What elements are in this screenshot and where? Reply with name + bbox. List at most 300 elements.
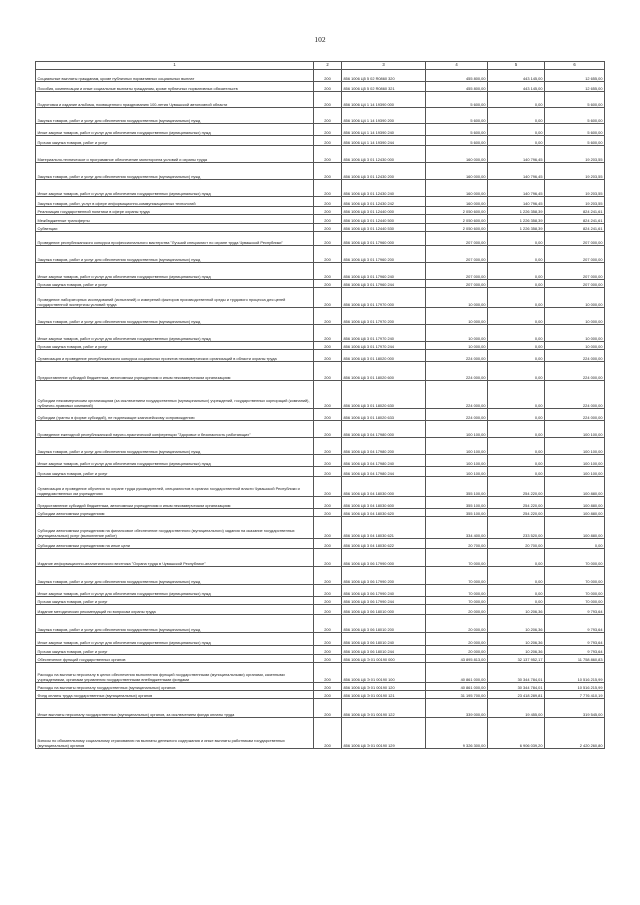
row-unexecuted-amount-cell: 19 203,55 xyxy=(545,163,605,180)
table-row xyxy=(36,280,605,288)
row-admin-code-cell: 200 xyxy=(314,263,342,280)
row-admin-code-cell: 200 xyxy=(314,477,342,497)
table-row xyxy=(36,325,605,342)
row-classification-code-cell: 856 1006 Ц6 3 01 17970 200 xyxy=(342,308,426,325)
row-unexecuted-amount-cell: 19 203,55 xyxy=(545,197,605,207)
row-admin-code-cell: 200 xyxy=(314,232,342,246)
row-name-cell: Закупка товаров, работ и услуг для обеспечения государственных (муниципальных) нужд xyxy=(36,308,314,325)
row-approved-amount-cell: 355 100,00 xyxy=(426,497,488,509)
row-classification-code-cell: 856 1006 Ц6 3 01 18020 000 xyxy=(342,350,426,362)
column-header: 3 xyxy=(342,62,426,70)
row-admin-code-cell: 200 xyxy=(314,180,342,197)
row-admin-code-cell: 200 xyxy=(314,197,342,207)
row-classification-code-cell: 856 1006 Ц6 3 01 17970 244 xyxy=(342,342,426,350)
table-row xyxy=(36,597,605,605)
table-row xyxy=(36,655,605,663)
table-row xyxy=(36,146,605,163)
table-row xyxy=(36,497,605,509)
table-row xyxy=(36,381,605,409)
row-admin-code-cell: 200 xyxy=(314,362,342,381)
row-unexecuted-amount-cell: 10 000,00 xyxy=(545,325,605,342)
row-executed-amount-cell: 233 520,00 xyxy=(488,517,545,539)
row-admin-code-cell: 200 xyxy=(314,605,342,615)
table-row xyxy=(36,342,605,350)
row-executed-amount-cell: 10 206,36 xyxy=(488,605,545,615)
row-name-cell: Субсидии автономным учреждениям на иные цели xyxy=(36,539,314,549)
row-classification-code-cell: 856 1006 Ц6 Э 01 00190 121 xyxy=(342,691,426,699)
row-unexecuted-amount-cell: 7 776 410,19 xyxy=(545,691,605,699)
row-name-cell: Проведение лабораторных исследований (испытаний) и измерений факторов производственной среды и трудового процесса для целей государственной экспертизы условий труда xyxy=(36,288,314,308)
row-unexecuted-amount-cell: 19 203,55 xyxy=(545,146,605,163)
row-classification-code-cell: 856 1006 Ц6 3 01 17960 240 xyxy=(342,263,426,280)
row-admin-code-cell: 200 xyxy=(314,567,342,585)
row-executed-amount-cell: 0,00 xyxy=(488,585,545,597)
row-classification-code-cell: 856 1006 Ц6 3 01 12430 200 xyxy=(342,163,426,180)
row-approved-amount-cell: 355 100,00 xyxy=(426,509,488,517)
row-executed-amount-cell: 6 906 039,20 xyxy=(488,718,545,749)
row-executed-amount-cell: 443 145,00 xyxy=(488,70,545,82)
row-name-cell: Иные закупки товаров, работ и услуг для обеспечения государственных (муниципальных) нужд xyxy=(36,633,314,646)
row-approved-amount-cell: 20 700,00 xyxy=(426,539,488,549)
row-name-cell: Прочая закупка товаров, работ и услуг xyxy=(36,136,314,146)
row-unexecuted-amount-cell: 100 880,00 xyxy=(545,477,605,497)
row-classification-code-cell: 856 1006 Ц6 Э 01 00190 122 xyxy=(342,699,426,718)
row-executed-amount-cell: 0,00 xyxy=(488,597,545,605)
row-admin-code-cell: 200 xyxy=(314,108,342,124)
row-name-cell: Иные закупки товаров, работ и услуг для обеспечения государственных (муниципальных) нужд xyxy=(36,263,314,280)
row-executed-amount-cell: 0,00 xyxy=(488,381,545,409)
row-admin-code-cell: 200 xyxy=(314,615,342,633)
row-approved-amount-cell: 100 100,00 xyxy=(426,438,488,455)
row-admin-code-cell: 200 xyxy=(314,246,342,263)
table-row xyxy=(36,263,605,280)
row-admin-code-cell: 200 xyxy=(314,646,342,655)
row-classification-code-cell: 856 1006 Ц6 3 01 12440 000 xyxy=(342,207,426,215)
table-row xyxy=(36,82,605,92)
row-executed-amount-cell: 0,00 xyxy=(488,232,545,246)
row-classification-code-cell: 856 1006 Ц6 3 01 17970 000 xyxy=(342,288,426,308)
row-name-cell: Прочая закупка товаров, работ и услуг xyxy=(36,467,314,477)
row-unexecuted-amount-cell: 5 600,00 xyxy=(545,92,605,108)
table-row xyxy=(36,136,605,146)
row-classification-code-cell: 856 1006 Ц5 5 02 R0860 320 xyxy=(342,70,426,82)
row-name-cell: Прочая закупка товаров, работ и услуг xyxy=(36,646,314,655)
row-executed-amount-cell: 30 344 784,01 xyxy=(488,683,545,691)
row-executed-amount-cell: 0,00 xyxy=(488,308,545,325)
row-classification-code-cell: 856 1006 Ц6 3 06 17990 200 xyxy=(342,567,426,585)
row-unexecuted-amount-cell: 824 241,61 xyxy=(545,215,605,224)
row-approved-amount-cell: 10 000,00 xyxy=(426,325,488,342)
row-unexecuted-amount-cell: 824 241,61 xyxy=(545,207,605,215)
row-name-cell: Иные закупки товаров, работ и услуг для обеспечения государственных (муниципальных) нужд xyxy=(36,180,314,197)
row-classification-code-cell: 856 1006 Ц4 1 14 19390 244 xyxy=(342,136,426,146)
row-classification-code-cell: 856 1006 Ц6 3 06 18010 200 xyxy=(342,615,426,633)
row-classification-code-cell: 856 1006 Ц6 3 01 18020 600 xyxy=(342,362,426,381)
row-approved-amount-cell: 70 000,00 xyxy=(426,567,488,585)
table-row xyxy=(36,691,605,699)
column-header: 4 xyxy=(426,62,488,70)
row-classification-code-cell: 856 1006 Ц6 3 04 17980 240 xyxy=(342,455,426,467)
row-unexecuted-amount-cell: 319 545,00 xyxy=(545,699,605,718)
row-admin-code-cell: 200 xyxy=(314,381,342,409)
row-name-cell: Взносы по обязательному социальному страхованию на выплаты денежного содержания и иные выплаты работникам государственных (муниципальных) органов xyxy=(36,718,314,749)
row-approved-amount-cell: 455 800,00 xyxy=(426,82,488,92)
row-approved-amount-cell: 5 600,00 xyxy=(426,124,488,136)
row-name-cell: Социальные выплаты гражданам, кроме публичных нормативных социальных выплат xyxy=(36,70,314,82)
column-header: 5 xyxy=(488,62,545,70)
row-name-cell: Издание методических рекомендаций по вопросам охраны труда xyxy=(36,605,314,615)
row-name-cell: Организация и проведение республиканского конкурса социальных проектов некоммерческих организаций в области охраны труда xyxy=(36,350,314,362)
column-header: 6 xyxy=(545,62,605,70)
table-row xyxy=(36,605,605,615)
row-name-cell: Пособия, компенсации и иные социальные выплаты гражданам, кроме публичных нормативных обязательств xyxy=(36,82,314,92)
row-executed-amount-cell: 0,00 xyxy=(488,549,545,567)
row-executed-amount-cell: 0,00 xyxy=(488,438,545,455)
row-admin-code-cell: 200 xyxy=(314,585,342,597)
row-executed-amount-cell: 0,00 xyxy=(488,455,545,467)
row-admin-code-cell: 200 xyxy=(314,288,342,308)
row-admin-code-cell: 200 xyxy=(314,136,342,146)
row-executed-amount-cell: 0,00 xyxy=(488,108,545,124)
row-unexecuted-amount-cell: 10 516 215,99 xyxy=(545,663,605,683)
row-admin-code-cell: 200 xyxy=(314,92,342,108)
row-approved-amount-cell: 31 195 700,00 xyxy=(426,691,488,699)
table-row xyxy=(36,683,605,691)
table-row xyxy=(36,288,605,308)
row-executed-amount-cell: 30 344 784,01 xyxy=(488,663,545,683)
row-admin-code-cell: 200 xyxy=(314,438,342,455)
table-row xyxy=(36,163,605,180)
row-admin-code-cell: 200 xyxy=(314,342,342,350)
row-unexecuted-amount-cell: 70 000,00 xyxy=(545,549,605,567)
row-name-cell: Иные закупки товаров, работ и услуг для обеспечения государственных (муниципальных) нужд xyxy=(36,585,314,597)
row-approved-amount-cell: 5 600,00 xyxy=(426,136,488,146)
row-admin-code-cell: 200 xyxy=(314,124,342,136)
row-executed-amount-cell: 254 220,00 xyxy=(488,497,545,509)
table-header-row xyxy=(36,62,605,70)
row-approved-amount-cell: 224 000,00 xyxy=(426,362,488,381)
row-admin-code-cell: 200 xyxy=(314,699,342,718)
row-name-cell: Иные закупки товаров, работ и услуг для обеспечения государственных (муниципальных) нужд xyxy=(36,124,314,136)
row-executed-amount-cell: 0,00 xyxy=(488,263,545,280)
row-unexecuted-amount-cell: 207 000,00 xyxy=(545,263,605,280)
row-classification-code-cell: 856 1006 Ц6 3 04 18030 621 xyxy=(342,517,426,539)
row-classification-code-cell: 856 1006 Ц6 3 06 18010 240 xyxy=(342,633,426,646)
row-executed-amount-cell: 0,00 xyxy=(488,350,545,362)
row-classification-code-cell: 856 1006 Ц6 Э 01 00190 000 xyxy=(342,655,426,663)
row-unexecuted-amount-cell: 19 203,55 xyxy=(545,180,605,197)
row-approved-amount-cell: 160 000,00 xyxy=(426,180,488,197)
row-approved-amount-cell: 100 100,00 xyxy=(426,455,488,467)
table-row xyxy=(36,362,605,381)
row-unexecuted-amount-cell: 100 100,00 xyxy=(545,467,605,477)
row-unexecuted-amount-cell: 100 100,00 xyxy=(545,438,605,455)
row-admin-code-cell: 200 xyxy=(314,497,342,509)
row-name-cell: Закупка товаров, работ, услуг в сфере информационно-коммуникационных технологий xyxy=(36,197,314,207)
row-unexecuted-amount-cell: 207 000,00 xyxy=(545,280,605,288)
row-unexecuted-amount-cell: 224 000,00 xyxy=(545,409,605,421)
row-classification-code-cell: 856 1006 Ц6 Э 01 00190 129 xyxy=(342,718,426,749)
row-unexecuted-amount-cell: 5 600,00 xyxy=(545,108,605,124)
row-executed-amount-cell: 0,00 xyxy=(488,362,545,381)
row-executed-amount-cell: 0,00 xyxy=(488,136,545,146)
row-executed-amount-cell: 10 206,36 xyxy=(488,633,545,646)
row-approved-amount-cell: 2 050 600,00 xyxy=(426,224,488,232)
row-approved-amount-cell: 100 100,00 xyxy=(426,467,488,477)
row-approved-amount-cell: 339 000,00 xyxy=(426,699,488,718)
table-row xyxy=(36,718,605,749)
row-executed-amount-cell: 0,00 xyxy=(488,124,545,136)
row-approved-amount-cell: 455 800,00 xyxy=(426,70,488,82)
row-approved-amount-cell: 70 000,00 xyxy=(426,585,488,597)
row-name-cell: Фонд оплаты труда государственных (муниципальных) органов xyxy=(36,691,314,699)
row-classification-code-cell: 856 1006 Ц6 3 01 12430 240 xyxy=(342,180,426,197)
row-executed-amount-cell: 140 796,45 xyxy=(488,163,545,180)
row-executed-amount-cell: 254 220,00 xyxy=(488,509,545,517)
row-admin-code-cell: 200 xyxy=(314,280,342,288)
table-row xyxy=(36,409,605,421)
row-unexecuted-amount-cell: 100 880,00 xyxy=(545,517,605,539)
table-row xyxy=(36,517,605,539)
table-row xyxy=(36,70,605,82)
row-name-cell: Закупка товаров, работ и услуг для обеспечения государственных (муниципальных) нужд xyxy=(36,567,314,585)
row-classification-code-cell: 856 1006 Ц6 3 06 17990 244 xyxy=(342,597,426,605)
row-name-cell: Субвенции xyxy=(36,224,314,232)
row-classification-code-cell: 856 1006 Ц6 3 06 18010 244 xyxy=(342,646,426,655)
row-approved-amount-cell: 100 100,00 xyxy=(426,421,488,438)
row-classification-code-cell: 856 1006 Ц4 1 14 19390 200 xyxy=(342,108,426,124)
row-approved-amount-cell: 5 600,00 xyxy=(426,108,488,124)
row-classification-code-cell: 856 1006 Ц6 3 01 17970 240 xyxy=(342,325,426,342)
row-unexecuted-amount-cell: 5 600,00 xyxy=(545,124,605,136)
table-row xyxy=(36,308,605,325)
row-executed-amount-cell: 1 226 358,39 xyxy=(488,224,545,232)
row-unexecuted-amount-cell: 100 100,00 xyxy=(545,421,605,438)
row-approved-amount-cell: 207 000,00 xyxy=(426,263,488,280)
row-name-cell: Субсидии (гранты в форме субсидий), не подлежащие казначейскому сопровождению xyxy=(36,409,314,421)
row-executed-amount-cell: 140 796,45 xyxy=(488,146,545,163)
row-classification-code-cell: 856 1006 Ц6 3 04 17980 000 xyxy=(342,421,426,438)
row-classification-code-cell: 856 1006 Ц6 3 04 18030 620 xyxy=(342,509,426,517)
row-approved-amount-cell: 334 400,00 xyxy=(426,517,488,539)
row-approved-amount-cell: 40 861 000,00 xyxy=(426,663,488,683)
row-name-cell: Расходы на выплаты персоналу государственных (муниципальных) органов xyxy=(36,683,314,691)
row-admin-code-cell: 200 xyxy=(314,467,342,477)
row-approved-amount-cell: 207 000,00 xyxy=(426,232,488,246)
row-admin-code-cell: 200 xyxy=(314,146,342,163)
row-approved-amount-cell: 160 000,00 xyxy=(426,197,488,207)
row-admin-code-cell: 200 xyxy=(314,325,342,342)
table-row xyxy=(36,232,605,246)
row-unexecuted-amount-cell: 224 000,00 xyxy=(545,362,605,381)
row-unexecuted-amount-cell: 100 880,00 xyxy=(545,497,605,509)
row-unexecuted-amount-cell: 12 655,00 xyxy=(545,82,605,92)
row-executed-amount-cell: 443 145,00 xyxy=(488,82,545,92)
row-unexecuted-amount-cell: 207 000,00 xyxy=(545,232,605,246)
row-name-cell: Прочая закупка товаров, работ и услуг xyxy=(36,280,314,288)
table-row xyxy=(36,350,605,362)
row-name-cell: Закупка товаров, работ и услуг для обеспечения государственных (муниципальных) нужд xyxy=(36,615,314,633)
row-executed-amount-cell: 32 137 952,17 xyxy=(488,655,545,663)
row-approved-amount-cell: 43 895 813,00 xyxy=(426,655,488,663)
row-classification-code-cell: 856 1006 Ц6 3 04 17980 244 xyxy=(342,467,426,477)
row-executed-amount-cell: 0,00 xyxy=(488,467,545,477)
row-admin-code-cell: 200 xyxy=(314,224,342,232)
row-approved-amount-cell: 20 000,00 xyxy=(426,605,488,615)
row-executed-amount-cell: 0,00 xyxy=(488,342,545,350)
row-classification-code-cell: 856 1006 Ц6 3 01 12440 530 xyxy=(342,224,426,232)
table-row xyxy=(36,108,605,124)
row-admin-code-cell: 200 xyxy=(314,655,342,663)
row-name-cell: Субсидии автономным учреждениям xyxy=(36,509,314,517)
row-executed-amount-cell: 254 220,00 xyxy=(488,477,545,497)
row-classification-code-cell: 856 1006 Ц6 Э 01 00190 100 xyxy=(342,663,426,683)
row-name-cell: Обеспечение функций государственных органов xyxy=(36,655,314,663)
row-unexecuted-amount-cell: 9 793,64 xyxy=(545,615,605,633)
row-name-cell: Закупка товаров, работ и услуг для обеспечения государственных (муниципальных) нужд xyxy=(36,108,314,124)
table-row xyxy=(36,663,605,683)
row-classification-code-cell: 856 1006 Ц6 3 01 12430 242 xyxy=(342,197,426,207)
row-executed-amount-cell: 19 455,00 xyxy=(488,699,545,718)
row-admin-code-cell: 200 xyxy=(314,549,342,567)
row-approved-amount-cell: 2 050 600,00 xyxy=(426,215,488,224)
row-approved-amount-cell: 207 000,00 xyxy=(426,246,488,263)
row-unexecuted-amount-cell: 2 420 260,80 xyxy=(545,718,605,749)
row-admin-code-cell: 200 xyxy=(314,163,342,180)
table-row xyxy=(36,615,605,633)
row-approved-amount-cell: 2 050 600,00 xyxy=(426,207,488,215)
row-admin-code-cell: 200 xyxy=(314,350,342,362)
row-classification-code-cell: 856 1006 Ц5 5 02 R0860 321 xyxy=(342,82,426,92)
row-executed-amount-cell: 0,00 xyxy=(488,246,545,263)
row-unexecuted-amount-cell: 0,00 xyxy=(545,539,605,549)
row-approved-amount-cell: 10 000,00 xyxy=(426,288,488,308)
row-name-cell: Подготовка и издание альбома, посвященного празднованию 100-летия Чувашской автономной области xyxy=(36,92,314,108)
row-classification-code-cell: 856 1006 Ц6 3 04 18030 622 xyxy=(342,539,426,549)
table-row xyxy=(36,180,605,197)
row-unexecuted-amount-cell: 224 000,00 xyxy=(545,381,605,409)
row-executed-amount-cell: 0,00 xyxy=(488,567,545,585)
row-executed-amount-cell: 10 206,36 xyxy=(488,646,545,655)
row-unexecuted-amount-cell: 9 793,64 xyxy=(545,646,605,655)
row-approved-amount-cell: 20 000,00 xyxy=(426,615,488,633)
row-classification-code-cell: 856 1006 Ц4 1 14 19390 240 xyxy=(342,124,426,136)
row-unexecuted-amount-cell: 100 880,00 xyxy=(545,509,605,517)
row-executed-amount-cell: 20 700,00 xyxy=(488,539,545,549)
row-name-cell: Организация и проведение обучения по охране труда руководителей, специалистов в органах государственной власти Чувашской Республики и подведомственных им учреждениях xyxy=(36,477,314,497)
row-admin-code-cell: 200 xyxy=(314,517,342,539)
row-admin-code-cell: 200 xyxy=(314,207,342,215)
row-name-cell: Иные выплаты персоналу государственных (муниципальных) органов, за исключением фонда оплаты труда xyxy=(36,699,314,718)
row-admin-code-cell: 200 xyxy=(314,70,342,82)
row-executed-amount-cell: 0,00 xyxy=(488,280,545,288)
row-name-cell: Проведение республиканского конкурса профессионального мастерства "Лучший специалист по охране труда Чувашской Республики" xyxy=(36,232,314,246)
row-admin-code-cell: 200 xyxy=(314,215,342,224)
row-admin-code-cell: 200 xyxy=(314,683,342,691)
row-classification-code-cell: 856 1006 Ц6 3 04 18030 000 xyxy=(342,477,426,497)
table-row xyxy=(36,438,605,455)
row-approved-amount-cell: 224 000,00 xyxy=(426,381,488,409)
row-classification-code-cell: 856 1006 Ц6 3 01 18020 630 xyxy=(342,381,426,409)
row-unexecuted-amount-cell: 824 241,61 xyxy=(545,224,605,232)
row-approved-amount-cell: 160 000,00 xyxy=(426,146,488,163)
row-name-cell: Предоставление субсидий бюджетным, автономным учреждениям и иным некоммерческим организациям xyxy=(36,497,314,509)
table-row xyxy=(36,549,605,567)
row-admin-code-cell: 200 xyxy=(314,691,342,699)
row-approved-amount-cell: 224 000,00 xyxy=(426,409,488,421)
row-unexecuted-amount-cell: 9 793,64 xyxy=(545,605,605,615)
row-executed-amount-cell: 10 206,36 xyxy=(488,615,545,633)
row-admin-code-cell: 200 xyxy=(314,663,342,683)
row-unexecuted-amount-cell: 70 000,00 xyxy=(545,585,605,597)
row-admin-code-cell: 200 xyxy=(314,82,342,92)
row-name-cell: Предоставление субсидий бюджетным, автономным учреждениям и иным некоммерческим организациям xyxy=(36,362,314,381)
row-admin-code-cell: 200 xyxy=(314,421,342,438)
row-classification-code-cell: 856 1006 Ц6 3 01 12440 500 xyxy=(342,215,426,224)
row-unexecuted-amount-cell: 207 000,00 xyxy=(545,246,605,263)
row-admin-code-cell: 200 xyxy=(314,409,342,421)
row-admin-code-cell: 200 xyxy=(314,597,342,605)
row-unexecuted-amount-cell: 10 516 215,99 xyxy=(545,683,605,691)
row-executed-amount-cell: 23 418 289,81 xyxy=(488,691,545,699)
row-unexecuted-amount-cell: 11 758 860,83 xyxy=(545,655,605,663)
row-name-cell: Реализация государственной политики в сфере охраны труда xyxy=(36,207,314,215)
table-row xyxy=(36,539,605,549)
row-classification-code-cell: 856 1006 Ц6 3 06 17990 240 xyxy=(342,585,426,597)
row-approved-amount-cell: 70 000,00 xyxy=(426,597,488,605)
row-classification-code-cell: 856 1006 Ц6 3 06 18010 000 xyxy=(342,605,426,615)
row-approved-amount-cell: 10 000,00 xyxy=(426,342,488,350)
table-row xyxy=(36,224,605,232)
row-approved-amount-cell: 5 600,00 xyxy=(426,92,488,108)
row-name-cell: Расходы на выплаты персоналу в целях обеспечения выполнения функций государственными (муниципальными) органами, казенными учреждениями, органами управления государственными внебюджетными фондами xyxy=(36,663,314,683)
table-row xyxy=(36,207,605,215)
row-name-cell: Межбюджетные трансферты xyxy=(36,215,314,224)
table-row xyxy=(36,699,605,718)
row-unexecuted-amount-cell: 5 600,00 xyxy=(545,136,605,146)
row-admin-code-cell: 200 xyxy=(314,718,342,749)
row-unexecuted-amount-cell: 224 000,00 xyxy=(545,350,605,362)
row-classification-code-cell: 856 1006 Ц6 3 04 18030 600 xyxy=(342,497,426,509)
row-name-cell: Закупка товаров, работ и услуг для обеспечения государственных (муниципальных) нужд xyxy=(36,438,314,455)
row-name-cell: Прочая закупка товаров, работ и услуг xyxy=(36,597,314,605)
row-classification-code-cell: 856 1006 Ц6 3 01 12430 000 xyxy=(342,146,426,163)
row-unexecuted-amount-cell: 70 000,00 xyxy=(545,597,605,605)
row-classification-code-cell: 856 1006 Ц6 3 04 17980 200 xyxy=(342,438,426,455)
row-classification-code-cell: 856 1006 Ц4 1 14 19390 000 xyxy=(342,92,426,108)
row-name-cell: Закупка товаров, работ и услуг для обеспечения государственных (муниципальных) нужд xyxy=(36,246,314,263)
row-unexecuted-amount-cell: 10 000,00 xyxy=(545,342,605,350)
row-executed-amount-cell: 140 796,45 xyxy=(488,180,545,197)
row-classification-code-cell: 856 1006 Ц6 3 01 17960 200 xyxy=(342,246,426,263)
budget-execution-table xyxy=(35,61,605,749)
row-name-cell: Иные закупки товаров, работ и услуг для обеспечения государственных (муниципальных) нужд xyxy=(36,455,314,467)
table-row xyxy=(36,246,605,263)
row-name-cell: Субсидии автономным учреждениям на финансовое обеспечение государственного (муниципального) задания на оказание государственных (муниципальных) услуг (выполнение работ) xyxy=(36,517,314,539)
table-row xyxy=(36,92,605,108)
table-row xyxy=(36,124,605,136)
page-number: 102 xyxy=(314,35,326,44)
row-approved-amount-cell: 20 000,00 xyxy=(426,633,488,646)
row-unexecuted-amount-cell: 9 793,64 xyxy=(545,633,605,646)
row-approved-amount-cell: 9 326 300,00 xyxy=(426,718,488,749)
row-unexecuted-amount-cell: 100 100,00 xyxy=(545,455,605,467)
row-classification-code-cell: 856 1006 Ц6 3 01 17960 244 xyxy=(342,280,426,288)
row-approved-amount-cell: 355 100,00 xyxy=(426,477,488,497)
row-classification-code-cell: 856 1006 Ц6 3 01 18020 633 xyxy=(342,409,426,421)
row-approved-amount-cell: 70 000,00 xyxy=(426,549,488,567)
row-approved-amount-cell: 20 000,00 xyxy=(426,646,488,655)
